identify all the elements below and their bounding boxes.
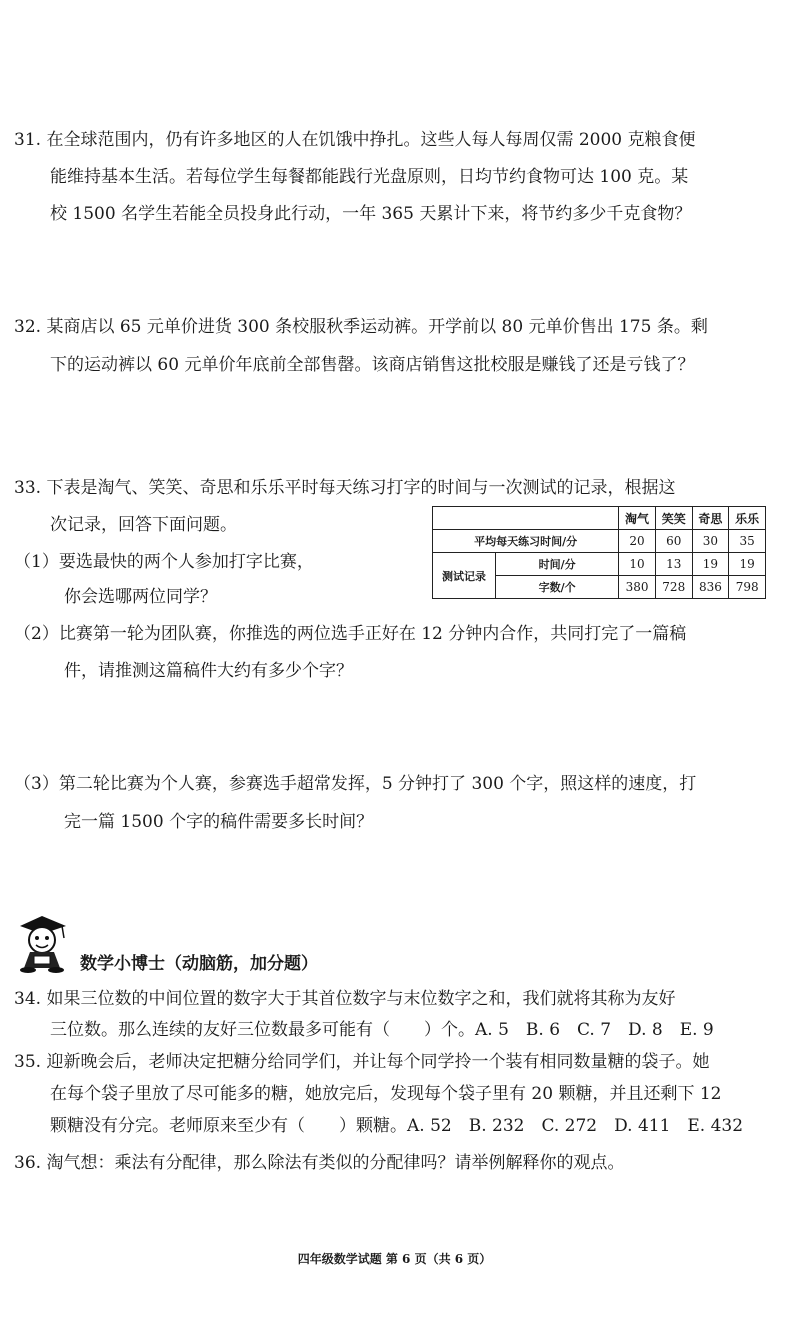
- q34-line1: 34. 如果三位数的中间位置的数字大于其首位数字与末位数字之和，我们就将其称为友好: [14, 989, 676, 1009]
- header-qisi: 奇思: [692, 507, 729, 530]
- cell-time-xiaoxiao: 13: [655, 553, 692, 576]
- cell-daily-qisi: 30: [692, 530, 729, 553]
- table-row-daily: [433, 530, 766, 553]
- bonus-section-title: 数学小博士（动脑筋，加分题）: [80, 954, 318, 974]
- page-footer: 四年级数学试题 第 6 页（共 6 页）: [297, 1252, 492, 1266]
- q31-line1: 31. 在全球范围内，仍有许多地区的人在饥饿中挣扎。这些人每人每周仅需 2000 克粮食便: [14, 130, 696, 150]
- row-label-test: 测试记录: [433, 553, 496, 599]
- q33-part3-line1: （3）第二轮比赛为个人赛，参赛选手超常发挥，5 分钟打了 300 个字，照这样的速度，打: [14, 774, 697, 794]
- q31-line2: 能维持基本生活。若每位学生每餐都能践行光盘原则，日均节约食物可达 100 克。某: [50, 167, 689, 187]
- q34-line2: 三位数。那么连续的友好三位数最多可能有（ ）个。A. 5 B. 6 C. 7 D. 8 E. 9: [50, 1020, 714, 1040]
- q33-part2-line2: 件，请推测这篇稿件大约有多少个字？: [64, 661, 353, 681]
- q35-line1: 35. 迎新晚会后，老师决定把糖分给同学们，并让每个同学拎一个装有相同数量糖的袋子。她: [14, 1052, 710, 1072]
- table-corner-cell: [433, 507, 619, 530]
- row-label-daily: 平均每天练习时间/分: [433, 530, 619, 553]
- cell-daily-taoqi: 20: [619, 530, 656, 553]
- q33-part1-line2: 你会选哪两位同学？: [64, 587, 217, 607]
- row-label-words: 字数/个: [496, 576, 619, 599]
- q33-part1-line1: （1）要选最快的两个人参加打字比赛，: [14, 552, 314, 572]
- table-header-row: [433, 507, 766, 530]
- cell-words-xiaoxiao: 728: [655, 576, 692, 599]
- cell-time-taoqi: 10: [619, 553, 656, 576]
- q32-line2: 下的运动裤以 60 元单价年底前全部售罄。该商店销售这批校服是赚钱了还是亏钱了？: [50, 355, 695, 375]
- header-xiaoxiao: 笑笑: [655, 507, 692, 530]
- cell-words-lele: 798: [729, 576, 766, 599]
- header-taoqi: 淘气: [619, 507, 656, 530]
- row-label-time: 时间/分: [496, 553, 619, 576]
- typing-record-table: [432, 506, 766, 599]
- q35-line3: 颗糖没有分完。老师原来至少有（ ）颗糖。A. 52 B. 232 C. 272 D. 411 E. 432: [50, 1116, 744, 1136]
- q33-line1: 33. 下表是淘气、笑笑、奇思和乐乐平时每天练习打字的时间与一次测试的记录，根据这: [14, 478, 676, 498]
- doctor-mascot-icon: [14, 912, 70, 974]
- cell-daily-xiaoxiao: 60: [655, 530, 692, 553]
- q33-part2-line1: （2）比赛第一轮为团队赛，你推选的两位选手正好在 12 分钟内合作，共同打完了一篇稿: [14, 624, 687, 644]
- cell-time-lele: 19: [729, 553, 766, 576]
- cell-words-qisi: 836: [692, 576, 729, 599]
- q35-line2: 在每个袋子里放了尽可能多的糖，她放完后，发现每个袋子里有 20 颗糖，并且还剩下 12: [50, 1084, 722, 1104]
- cell-time-qisi: 19: [692, 553, 729, 576]
- q36-line1: 36. 淘气想：乘法有分配律，那么除法有类似的分配律吗？请举例解释你的观点。: [14, 1153, 625, 1173]
- cell-words-taoqi: 380: [619, 576, 656, 599]
- q33-part3-line2: 完一篇 1500 个字的稿件需要多长时间？: [64, 812, 374, 832]
- table-row-time: [433, 553, 766, 576]
- header-lele: 乐乐: [729, 507, 766, 530]
- cell-daily-lele: 35: [729, 530, 766, 553]
- q33-line2: 次记录，回答下面问题。: [50, 515, 237, 535]
- q31-line3: 校 1500 名学生若能全员投身此行动，一年 365 天累计下来，将节约多少千克食物？: [50, 204, 692, 224]
- q32-line1: 32. 某商店以 65 元单价进货 300 条校服秋季运动裤。开学前以 80 元单价售出 175 条。剩: [14, 317, 708, 337]
